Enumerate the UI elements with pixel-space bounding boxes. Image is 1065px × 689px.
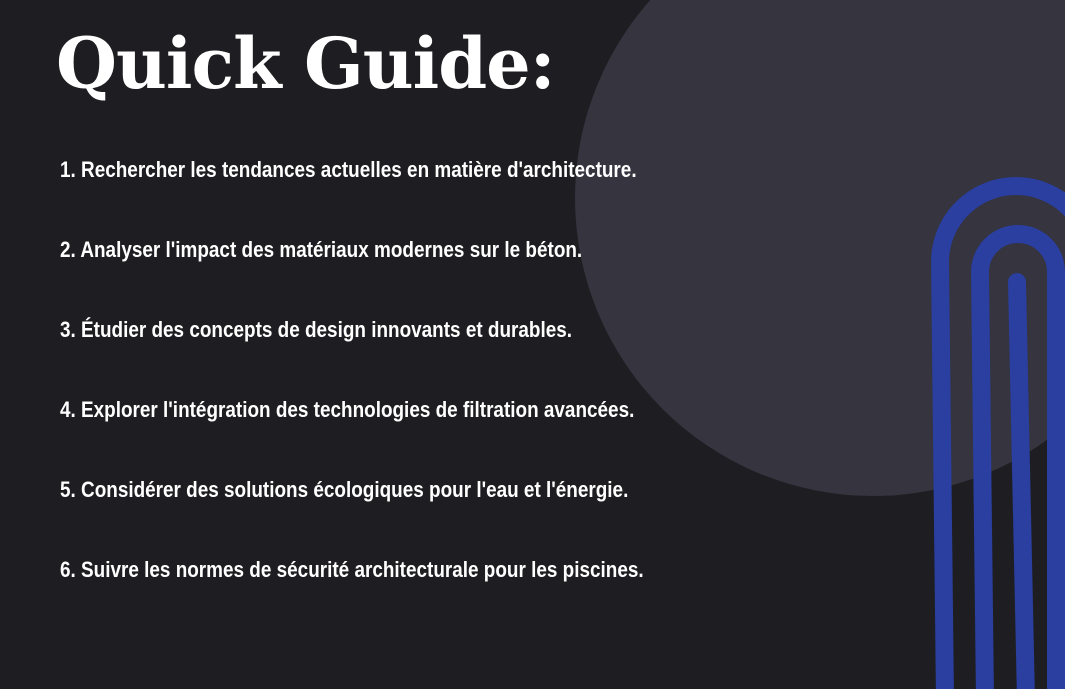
inner-arch — [1017, 282, 1026, 689]
page-title: Quick Guide: — [56, 22, 555, 105]
step-item: 4. Explorer l'intégration des technologies de filtration avancées. — [60, 397, 635, 422]
step-item: 1. Rechercher les tendances actuelles en matière d'architecture. — [60, 157, 637, 182]
step-item: 5. Considérer des solutions écologiques pour l'eau et l'énergie. — [60, 477, 629, 502]
steps-list — [60, 150, 739, 630]
step-item: 3. Étudier des concepts de design innovants et durables. — [60, 317, 573, 342]
step-item: 2. Analyser l'impact des matériaux modernes sur le béton. — [60, 237, 583, 262]
step-item: 6. Suivre les normes de sécurité architecturale pour les piscines. — [60, 557, 644, 582]
